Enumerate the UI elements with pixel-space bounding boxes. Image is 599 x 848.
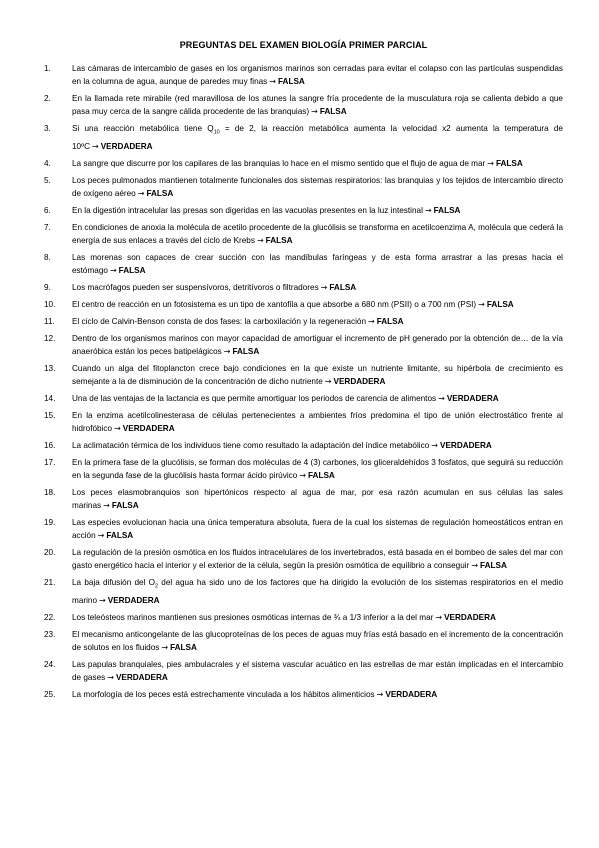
arrow-right-icon: → xyxy=(435,612,443,622)
question-number: 22. xyxy=(44,612,56,622)
question-item xyxy=(44,576,563,607)
question-item xyxy=(44,628,563,654)
answer-label: VERDADERA xyxy=(385,689,438,699)
answer-label: VERDADERA xyxy=(444,612,496,622)
arrow-right-icon: → xyxy=(324,376,332,386)
arrow-right-icon: → xyxy=(107,673,114,683)
question-text: La regulación de la presión osmótica en los fluidos intracelulares de los invertebrados, está basada en el bombeo de sales del mar con gasto energético hacia el interior y el exterior de la célula, según la presión osmótica de equilibrio a conseguir xyxy=(72,548,563,571)
question-subscript: 2 xyxy=(155,583,159,590)
question-number: 7. xyxy=(44,222,51,232)
question-text: Los teleósteos marinos mantienen sus presiones osmóticas internas de ¾ a 1/3 inferior a la del mar xyxy=(72,612,434,622)
answer-label: FALSA xyxy=(106,531,134,541)
arrow-right-icon: → xyxy=(478,299,485,309)
arrow-right-icon: → xyxy=(256,236,264,245)
question-subscript: 10 xyxy=(213,129,220,136)
answer-label: FALSA xyxy=(495,158,523,168)
question-item xyxy=(44,409,563,435)
question-text: En la llamada rete mirabile (red maravillosa de los atunes la sangre fría procedente de la musculatura roja se calienta debido a que pasa muy cerca de la sangre cálida procedente de las branquias) xyxy=(72,94,563,117)
question-body xyxy=(72,157,563,170)
arrow-right-icon: → xyxy=(223,346,231,356)
question-number: 13. xyxy=(44,363,56,373)
arrow-right-icon: → xyxy=(438,393,445,403)
question-text: En la digestión intracelular las presas son digeridas en las vacuolas presentes en la luz intestinal xyxy=(72,205,423,215)
arrow-right-icon: → xyxy=(114,423,121,433)
question-number: 15. xyxy=(44,410,56,420)
answer-label: VERDADERA xyxy=(333,376,386,386)
arrow-right-icon: → xyxy=(137,189,145,199)
question-text: La baja difusión del O xyxy=(72,578,155,588)
question-body xyxy=(72,332,563,358)
question-number: 10. xyxy=(44,299,56,309)
arrow-right-icon: → xyxy=(299,470,306,480)
question-item xyxy=(44,122,563,153)
question-item xyxy=(44,62,563,88)
answer-label: FALSA xyxy=(376,316,404,326)
question-item xyxy=(44,516,563,542)
answer-label: FALSA xyxy=(118,266,146,276)
answer-label: FALSA xyxy=(329,282,357,292)
question-number: 2. xyxy=(44,94,51,104)
arrow-right-icon: → xyxy=(376,689,384,699)
question-body xyxy=(72,221,563,247)
question-body xyxy=(72,611,563,624)
answer-label: FALSA xyxy=(170,642,197,652)
answer-label: FALSA xyxy=(486,299,514,309)
question-body xyxy=(72,251,563,277)
question-number: 8. xyxy=(44,252,51,262)
question-text: Las cámaras de intercambio de gases en los organismos marinos son cerradas para evitar el colapso con las partículas suspendidas en la columna de agua, aunque de paredes muy finas xyxy=(72,64,563,87)
answer-label: FALSA xyxy=(480,561,507,571)
question-item xyxy=(44,298,563,311)
question-number: 20. xyxy=(44,548,56,557)
question-text: El centro de reacción en un fotosistema es un tipo de xantofila a que absorbe a 680 nm (PSII) o a 700 nm (PSI) xyxy=(72,299,477,309)
question-body xyxy=(72,628,563,654)
arrow-right-icon: → xyxy=(368,316,375,326)
answer-label: VERDADERA xyxy=(446,393,499,403)
question-item xyxy=(44,688,563,701)
question-body xyxy=(72,486,563,512)
question-text: Las morenas son capaces de crear succión con las mandíbulas faríngeas y de esta forma arrastrar a las presas hacia el estómago xyxy=(72,252,563,276)
question-text: Los peces elasmobranquios son hipertónicos respecto al agua de mar, por esa razón acumulan en sus células las sales marinas xyxy=(72,487,563,511)
question-text-cont: = de 2, la reacción metabólica aumenta la velocidad x2 aumenta la temperatura de 10ºC xyxy=(72,124,563,152)
arrow-right-icon: → xyxy=(99,595,106,605)
question-body xyxy=(72,362,563,388)
question-number: 25. xyxy=(44,689,56,699)
question-item xyxy=(44,221,563,247)
question-body xyxy=(72,122,563,153)
question-body xyxy=(72,174,563,200)
question-item xyxy=(44,281,563,294)
arrow-right-icon: → xyxy=(487,158,494,168)
question-body xyxy=(72,658,563,684)
question-text: Los macrófagos pueden ser suspensívoros, detritívoros o filtradores xyxy=(72,282,319,292)
question-body xyxy=(72,92,563,118)
answer-label: FALSA xyxy=(319,107,347,117)
question-number: 18. xyxy=(44,487,56,497)
question-body xyxy=(72,281,563,294)
question-body xyxy=(72,688,563,701)
question-number: 23. xyxy=(44,629,56,639)
question-body xyxy=(72,62,563,88)
question-number: 21. xyxy=(44,578,56,588)
arrow-right-icon: → xyxy=(269,77,276,87)
question-item xyxy=(44,486,563,512)
answer-label: FALSA xyxy=(232,346,260,356)
answer-label: VERDADERA xyxy=(107,595,160,605)
question-text: Dentro de los organismos marinos con mayor capacidad de amortiguar el incremento de pH generado por la obtención de… de la vía anaeróbica están los peces batipelágicos xyxy=(72,333,563,356)
answer-label: VERDADERA xyxy=(115,673,168,683)
arrow-right-icon: → xyxy=(311,107,318,117)
question-item xyxy=(44,157,563,170)
question-body xyxy=(72,576,563,607)
question-body xyxy=(72,516,563,542)
question-text: El ciclo de Calvin-Benson consta de dos fases: la carboxilación y la regeneración xyxy=(72,316,367,326)
question-number: 24. xyxy=(44,659,56,669)
question-item xyxy=(44,546,563,572)
question-number: 6. xyxy=(44,205,51,215)
arrow-right-icon: → xyxy=(109,266,117,276)
answer-label: VERDADERA xyxy=(100,142,153,152)
arrow-right-icon: → xyxy=(431,440,438,450)
question-text: La sangre que discurre por los capilares de las branquias lo hace en el mismo sentido que el flujo de agua de mar xyxy=(72,158,486,168)
answer-label: FALSA xyxy=(308,470,335,480)
question-body xyxy=(72,315,563,328)
question-text: Si una reacción metabólica tiene Q xyxy=(72,124,214,134)
question-text: Las papulas branquiales, pies ambulacrales y el sistema vascular acuático en las estrellas de mar están implicadas en el intercambio de gases xyxy=(72,659,563,683)
question-text: Una de las ventajas de la lactancia es que permite amortiguar los periodos de carencia de alimentos xyxy=(72,393,437,403)
question-body xyxy=(72,546,563,572)
question-text-cont: del agua ha sido uno de los factores que ha dirigido la evolución de los sistemas respiratorios en el medio marino xyxy=(72,578,563,605)
question-text: Los peces pulmonados mantienen totalmente funcionales dos sistemas respiratorios: las branquias y los tejidos de intercambio directo de oxígeno aéreo xyxy=(72,175,563,199)
answer-label: FALSA xyxy=(277,77,305,87)
question-body xyxy=(72,298,563,311)
question-item xyxy=(44,456,563,482)
answer-label: FALSA xyxy=(111,501,139,511)
question-number: 5. xyxy=(44,175,51,185)
question-item xyxy=(44,439,563,452)
question-number: 4. xyxy=(44,158,51,168)
question-number: 19. xyxy=(44,517,56,527)
question-text: En condiciones de anoxia la molécula de acetilo procedente de la glucólisis se transforma en acetilcoenzima A, molécula que cederá la energía de sus enlaces a través del ciclo de Krebs xyxy=(72,222,563,245)
question-number: 17. xyxy=(44,457,56,467)
question-list xyxy=(44,62,563,701)
question-item xyxy=(44,392,563,405)
question-item xyxy=(44,251,563,277)
question-item xyxy=(44,92,563,118)
question-item xyxy=(44,204,563,217)
arrow-right-icon: → xyxy=(103,501,110,511)
question-body xyxy=(72,439,563,452)
question-item xyxy=(44,315,563,328)
arrow-right-icon: → xyxy=(471,561,479,571)
arrow-right-icon: → xyxy=(97,531,105,541)
answer-label: FALSA xyxy=(146,189,174,199)
question-text: El mecanismo anticongelante de las glucoproteínas de los peces de aguas muy frías está basado en el incremento de la concentración de solutos en los fluidos xyxy=(72,629,563,652)
question-number: 9. xyxy=(44,282,51,292)
question-item xyxy=(44,611,563,624)
arrow-right-icon: → xyxy=(424,205,432,215)
question-number: 14. xyxy=(44,393,56,403)
question-body xyxy=(72,392,563,405)
question-number: 12. xyxy=(44,333,56,343)
answer-label: VERDADERA xyxy=(122,423,175,433)
question-number: 11. xyxy=(44,316,55,326)
question-number: 16. xyxy=(44,440,56,450)
question-number: 3. xyxy=(44,124,51,134)
question-item xyxy=(44,658,563,684)
question-text: En la enzima acetilcolinesterasa de células pertenecientes a ambientes fríos predomina el tipo de unión electrostático frente al hidrofóbico xyxy=(72,410,563,433)
question-body xyxy=(72,204,563,217)
question-body xyxy=(72,409,563,435)
answer-label: FALSA xyxy=(265,236,293,245)
question-item xyxy=(44,362,563,388)
arrow-right-icon: → xyxy=(92,142,99,152)
answer-label: VERDADERA xyxy=(439,440,492,450)
arrow-right-icon: → xyxy=(161,642,169,652)
question-text: Las especies evolucionan hacia una única temperatura absoluta, fuera de la cual los sistemas de regulación homeostáticos entran en acción xyxy=(72,517,563,541)
question-body xyxy=(72,456,563,482)
question-item xyxy=(44,332,563,358)
question-text: En la primera fase de la glucólisis, se forman dos moléculas de 4 (3) carbones, los gliceraldehídos 3 fosfatos, que seguirá su reducción en la segunda fase de la glucólisis hasta formar ácido pirúvico xyxy=(72,457,563,480)
question-text: La aclimatación térmica de los individuos tiene como resultado la adaptación del índice metabólico xyxy=(72,440,430,450)
arrow-right-icon: → xyxy=(320,282,328,292)
question-text: Cuando un alga del fitoplancton crece bajo condiciones en la que existe un nutriente limitante, su hipérbola de crecimiento es semejante a la de disminución de la concentración de dicho nutriente xyxy=(72,363,563,386)
question-number: 1. xyxy=(44,64,51,73)
document-title: PREGUNTAS DEL EXAMEN BIOLOGÍA PRIMER PARCIAL xyxy=(179,40,428,50)
answer-label: FALSA xyxy=(433,205,461,215)
question-item xyxy=(44,174,563,200)
question-text: La morfología de los peces está estrechamente vinculada a los hábitos alimenticios xyxy=(72,689,375,699)
